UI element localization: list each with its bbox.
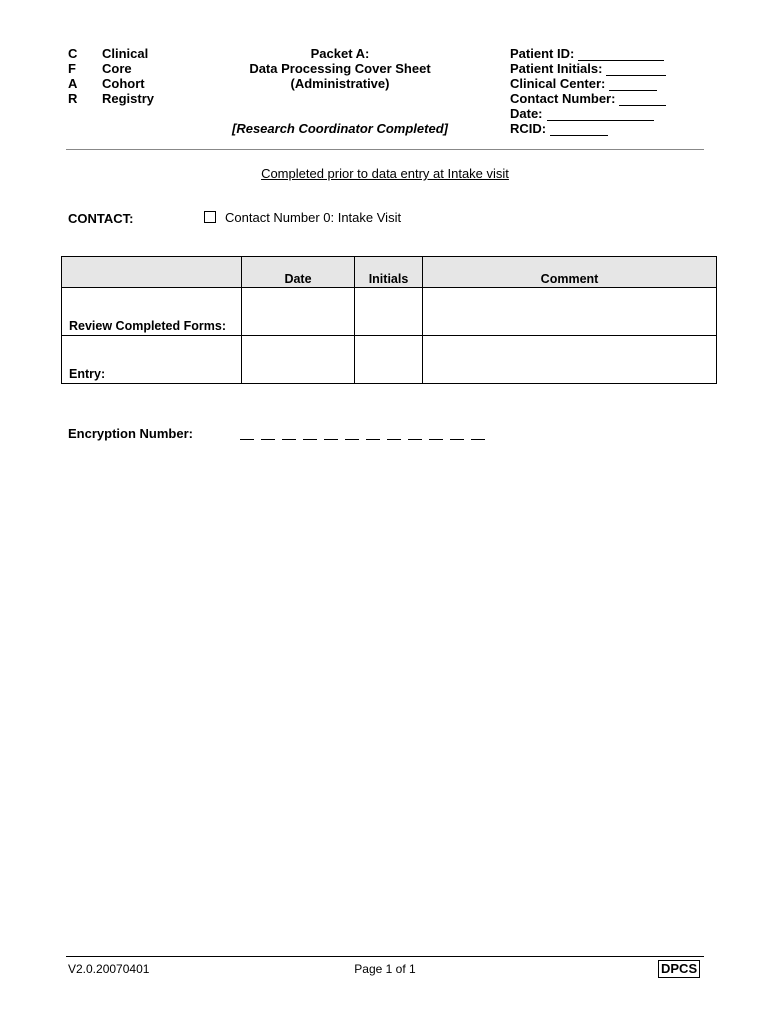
acronym-letter: A bbox=[68, 76, 78, 91]
header-divider bbox=[66, 149, 704, 150]
encryption-digit-slot[interactable] bbox=[240, 430, 254, 440]
patient-id-label: Patient ID: bbox=[510, 46, 575, 61]
encryption-digit-slot[interactable] bbox=[345, 430, 359, 440]
clinical-center-row bbox=[510, 76, 720, 91]
contact-label: CONTACT: bbox=[68, 211, 134, 226]
acronym-words bbox=[102, 46, 222, 106]
processing-table bbox=[61, 256, 717, 384]
table-header-cell bbox=[62, 257, 242, 288]
patient-initials-field[interactable] bbox=[606, 64, 666, 76]
table-header-cell: Date bbox=[242, 257, 355, 288]
patient-initials-label: Patient Initials: bbox=[510, 61, 603, 76]
acronym-word: Clinical bbox=[102, 46, 149, 61]
table-row bbox=[62, 288, 717, 336]
subtitle: Completed prior to data entry at Intake visit bbox=[261, 166, 509, 181]
acronym-word: Core bbox=[102, 61, 132, 76]
research-coordinator-note: [Research Coordinator Completed] bbox=[232, 121, 448, 136]
initials-cell[interactable] bbox=[355, 288, 423, 336]
initials-cell[interactable] bbox=[355, 336, 423, 384]
page-number: Page 1 of 1 bbox=[354, 962, 416, 976]
clinical-center-field[interactable] bbox=[609, 79, 657, 91]
contact-number-label: Contact Number: bbox=[510, 91, 616, 106]
intake-visit-label: Contact Number 0: Intake Visit bbox=[225, 210, 402, 225]
comment-cell[interactable] bbox=[423, 336, 717, 384]
intake-visit-checkbox[interactable] bbox=[204, 211, 216, 223]
table-header-cell: Comment bbox=[423, 257, 717, 288]
encryption-digit-slot[interactable] bbox=[387, 430, 401, 440]
encryption-digit-slot[interactable] bbox=[450, 430, 464, 440]
encryption-digit-slot[interactable] bbox=[282, 430, 296, 440]
rcid-field[interactable] bbox=[550, 124, 608, 136]
encryption-digit-slot[interactable] bbox=[429, 430, 443, 440]
row-label: Entry: bbox=[62, 336, 242, 384]
contact-number-row bbox=[510, 91, 720, 106]
rcid-label: RCID: bbox=[510, 121, 547, 136]
acronym-letter: C bbox=[68, 46, 78, 61]
comment-cell[interactable] bbox=[423, 288, 717, 336]
date-label: Date: bbox=[510, 106, 543, 121]
patient-initials-row bbox=[510, 61, 720, 76]
date-cell[interactable] bbox=[242, 288, 355, 336]
patient-info bbox=[510, 46, 720, 136]
acronym-letters bbox=[68, 46, 88, 106]
title-line-2: Data Processing Cover Sheet bbox=[249, 61, 431, 76]
row-label: Review Completed Forms: bbox=[62, 288, 242, 336]
date-row bbox=[510, 106, 720, 121]
date-cell[interactable] bbox=[242, 336, 355, 384]
table-header-cell: Initials bbox=[355, 257, 423, 288]
patient-id-row bbox=[510, 46, 720, 61]
title-line-3: (Administrative) bbox=[290, 76, 390, 91]
encryption-digit-slot[interactable] bbox=[471, 430, 485, 440]
rcid-row bbox=[510, 121, 720, 136]
encryption-digit-slot[interactable] bbox=[324, 430, 338, 440]
acronym-word: Cohort bbox=[102, 76, 145, 91]
encryption-number-field bbox=[240, 430, 485, 440]
table-header-row bbox=[62, 257, 717, 288]
date-field[interactable] bbox=[547, 109, 654, 121]
acronym-letter: R bbox=[68, 91, 78, 106]
acronym-letter: F bbox=[68, 61, 76, 76]
encryption-label: Encryption Number: bbox=[68, 426, 193, 441]
document-title bbox=[230, 46, 450, 91]
acronym-word: Registry bbox=[102, 91, 155, 106]
footer-divider bbox=[66, 956, 704, 957]
encryption-digit-slot[interactable] bbox=[261, 430, 275, 440]
version-label: V2.0.20070401 bbox=[68, 962, 150, 976]
patient-id-field[interactable] bbox=[578, 49, 664, 61]
form-code-badge: DPCS bbox=[658, 960, 700, 978]
encryption-digit-slot[interactable] bbox=[408, 430, 422, 440]
title-line-1: Packet A: bbox=[310, 46, 370, 61]
encryption-digit-slot[interactable] bbox=[366, 430, 380, 440]
contact-number-field[interactable] bbox=[619, 94, 666, 106]
encryption-digit-slot[interactable] bbox=[303, 430, 317, 440]
table-row bbox=[62, 336, 717, 384]
clinical-center-label: Clinical Center: bbox=[510, 76, 606, 91]
